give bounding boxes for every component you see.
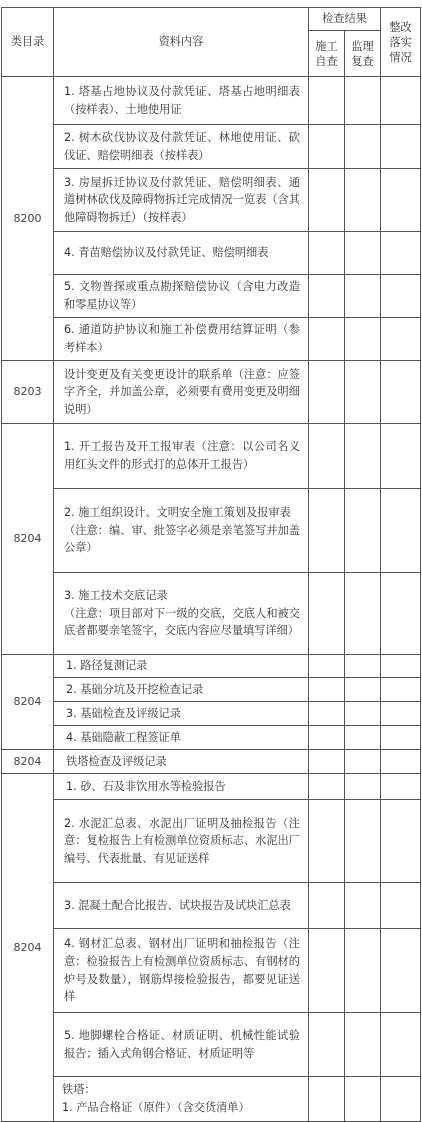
table-row	[2, 424, 421, 489]
rectification-cell[interactable]	[381, 702, 421, 726]
content-cell: 1. 路径复测记录	[54, 655, 309, 678]
header-content: 资料内容	[54, 8, 309, 77]
self-check-cell[interactable]	[309, 275, 345, 318]
header-category: 类目录	[2, 8, 54, 77]
category-code: 8204	[2, 750, 54, 774]
rectification-cell[interactable]	[381, 169, 421, 232]
self-check-cell[interactable]	[309, 318, 345, 361]
supervisor-check-cell[interactable]	[345, 318, 381, 361]
supervisor-check-cell[interactable]	[345, 883, 381, 929]
rectification-cell[interactable]	[381, 125, 421, 169]
table-row	[2, 929, 421, 1013]
content-cell: 3. 房屋拆迁协议及付款凭证、赔偿明细表、通道树林砍伐及障碍物拆迁完成情况一览表（含其他障碍物拆迁）（按样表）	[54, 169, 309, 232]
content-cell: 5. 地脚螺栓合格证、材质证明、机械性能试验报告；插入式角钢合格证、材质证明等	[54, 1013, 309, 1077]
supervisor-check-cell[interactable]	[345, 929, 381, 1013]
rectification-cell[interactable]	[381, 655, 421, 678]
table-row	[2, 1013, 421, 1077]
rectification-cell[interactable]	[381, 424, 421, 489]
rectification-cell[interactable]	[381, 750, 421, 774]
content-cell: 5. 文物普探或重点勘探赔偿协议（含电力改造和零星协议等）	[54, 275, 309, 318]
self-check-cell[interactable]	[309, 750, 345, 774]
rectification-cell[interactable]	[381, 318, 421, 361]
table-row	[2, 77, 421, 125]
rectification-cell[interactable]	[381, 232, 421, 275]
table-row	[2, 1077, 421, 1122]
table-row	[2, 774, 421, 800]
supervisor-check-cell[interactable]	[345, 489, 381, 573]
self-check-cell[interactable]	[309, 489, 345, 573]
category-code: 8204	[2, 655, 54, 750]
rectification-cell[interactable]	[381, 361, 421, 424]
content-cell: 2. 树木砍伐协议及付款凭证、林地使用证、砍伐证、赔偿明细表（按样表）	[54, 125, 309, 169]
self-check-cell[interactable]	[309, 655, 345, 678]
content-cell: 1. 砂、石及非饮用水等检验报告	[54, 774, 309, 800]
content-cell: 2. 水泥汇总表、水泥出厂证明及抽检报告（注意：复检报告上有检测单位资质标志、水泥出厂编号、代表批量、有见证送样	[54, 800, 309, 883]
header-supervisor-check: 监理 复查	[345, 31, 381, 77]
content-cell: 3. 基础检查及评级记录	[54, 702, 309, 726]
table-row	[2, 125, 421, 169]
rectification-cell[interactable]	[381, 883, 421, 929]
self-check-cell[interactable]	[309, 125, 345, 169]
content-cell: 铁塔检查及评级记录	[54, 750, 309, 774]
rectification-cell[interactable]	[381, 275, 421, 318]
table-row	[2, 655, 421, 678]
supervisor-check-cell[interactable]	[345, 573, 381, 655]
content-cell: 3. 混凝土配合比报告、试块报告及试块汇总表	[54, 883, 309, 929]
supervisor-check-cell[interactable]	[345, 1077, 381, 1122]
content-cell: 1. 开工报告及开工报审表（注意：以公司名义用红头文件的形式打的总体开工报告）	[54, 424, 309, 489]
table-row	[2, 275, 421, 318]
rectification-cell[interactable]	[381, 726, 421, 750]
supervisor-check-cell[interactable]	[345, 702, 381, 726]
category-code: 8204	[2, 424, 54, 655]
self-check-cell[interactable]	[309, 424, 345, 489]
content-cell: 2. 施工组织设计、文明安全施工策划及报审表 （注意：编、审、批签字必须是亲笔签写并加盖公章）	[54, 489, 309, 573]
rectification-cell[interactable]	[381, 678, 421, 702]
header-self-check: 施工 自查	[309, 31, 345, 77]
supervisor-check-cell[interactable]	[345, 1013, 381, 1077]
content-cell: 6. 通道防护协议和施工补偿费用结算证明（参考样本）	[54, 318, 309, 361]
self-check-cell[interactable]	[309, 77, 345, 125]
content-cell: 4. 钢材汇总表、钢材出厂证明和抽检报告（注意：检验报告上有检测单位资质标志、有钢材的炉号及数量），钢筋焊接检验报告，都要见证送样	[54, 929, 309, 1013]
table-row	[2, 800, 421, 883]
table-row	[2, 726, 421, 750]
self-check-cell[interactable]	[309, 678, 345, 702]
table-row	[2, 702, 421, 726]
supervisor-check-cell[interactable]	[345, 655, 381, 678]
header-check-result: 检查结果	[309, 8, 381, 31]
self-check-cell[interactable]	[309, 573, 345, 655]
supervisor-check-cell[interactable]	[345, 169, 381, 232]
rectification-cell[interactable]	[381, 800, 421, 883]
table-row	[2, 883, 421, 929]
self-check-cell[interactable]	[309, 1013, 345, 1077]
supervisor-check-cell[interactable]	[345, 774, 381, 800]
table-row	[2, 678, 421, 702]
content-cell: 2. 基础分坑及开挖检查记录	[54, 678, 309, 702]
supervisor-check-cell[interactable]	[345, 275, 381, 318]
supervisor-check-cell[interactable]	[345, 800, 381, 883]
supervisor-check-cell[interactable]	[345, 750, 381, 774]
self-check-cell[interactable]	[309, 726, 345, 750]
table-row	[2, 169, 421, 232]
checklist-table	[1, 7, 421, 1122]
self-check-cell[interactable]	[309, 929, 345, 1013]
category-code: 8204	[2, 774, 54, 1122]
supervisor-check-cell[interactable]	[345, 726, 381, 750]
self-check-cell[interactable]	[309, 883, 345, 929]
supervisor-check-cell[interactable]	[345, 424, 381, 489]
content-cell: 3. 施工技术交底记录 （注意：项目部对下一级的交底，交底人和被交底者都要亲笔签字，交底内容应尽量填写详细）	[54, 573, 309, 655]
rectification-cell[interactable]	[381, 573, 421, 655]
header-rectification: 整改 落实 情况	[381, 8, 421, 77]
content-cell: 1. 塔基占地协议及付款凭证、塔基占地明细表（按样表）、土地使用证	[54, 77, 309, 125]
self-check-cell[interactable]	[309, 169, 345, 232]
table-row	[2, 573, 421, 655]
self-check-cell[interactable]	[309, 232, 345, 275]
supervisor-check-cell[interactable]	[345, 125, 381, 169]
rectification-cell[interactable]	[381, 77, 421, 125]
rectification-cell[interactable]	[381, 774, 421, 800]
supervisor-check-cell[interactable]	[345, 77, 381, 125]
table-row	[2, 361, 421, 424]
supervisor-check-cell[interactable]	[345, 678, 381, 702]
self-check-cell[interactable]	[309, 702, 345, 726]
content-cell: 4. 青苗赔偿协议及付款凭证、赔偿明细表	[54, 232, 309, 275]
supervisor-check-cell[interactable]	[345, 361, 381, 424]
self-check-cell[interactable]	[309, 1077, 345, 1122]
table-row	[2, 318, 421, 361]
table-row	[2, 750, 421, 774]
rectification-cell[interactable]	[381, 489, 421, 573]
content-cell: 铁塔： 1. 产品合格证（原件）（含交货清单）	[54, 1077, 309, 1122]
content-cell: 设计变更及有关变更设计的联系单（注意：应签字齐全，并加盖公章，必须要有费用变更及明细说明）	[54, 361, 309, 424]
rectification-cell[interactable]	[381, 929, 421, 1013]
table-row	[2, 489, 421, 573]
category-code: 8203	[2, 361, 54, 424]
self-check-cell[interactable]	[309, 800, 345, 883]
rectification-cell[interactable]	[381, 1013, 421, 1077]
table-row	[2, 232, 421, 275]
self-check-cell[interactable]	[309, 774, 345, 800]
supervisor-check-cell[interactable]	[345, 232, 381, 275]
category-code: 8200	[2, 77, 54, 361]
content-cell: 4. 基础隐蔽工程签证单	[54, 726, 309, 750]
self-check-cell[interactable]	[309, 361, 345, 424]
rectification-cell[interactable]	[381, 1077, 421, 1122]
